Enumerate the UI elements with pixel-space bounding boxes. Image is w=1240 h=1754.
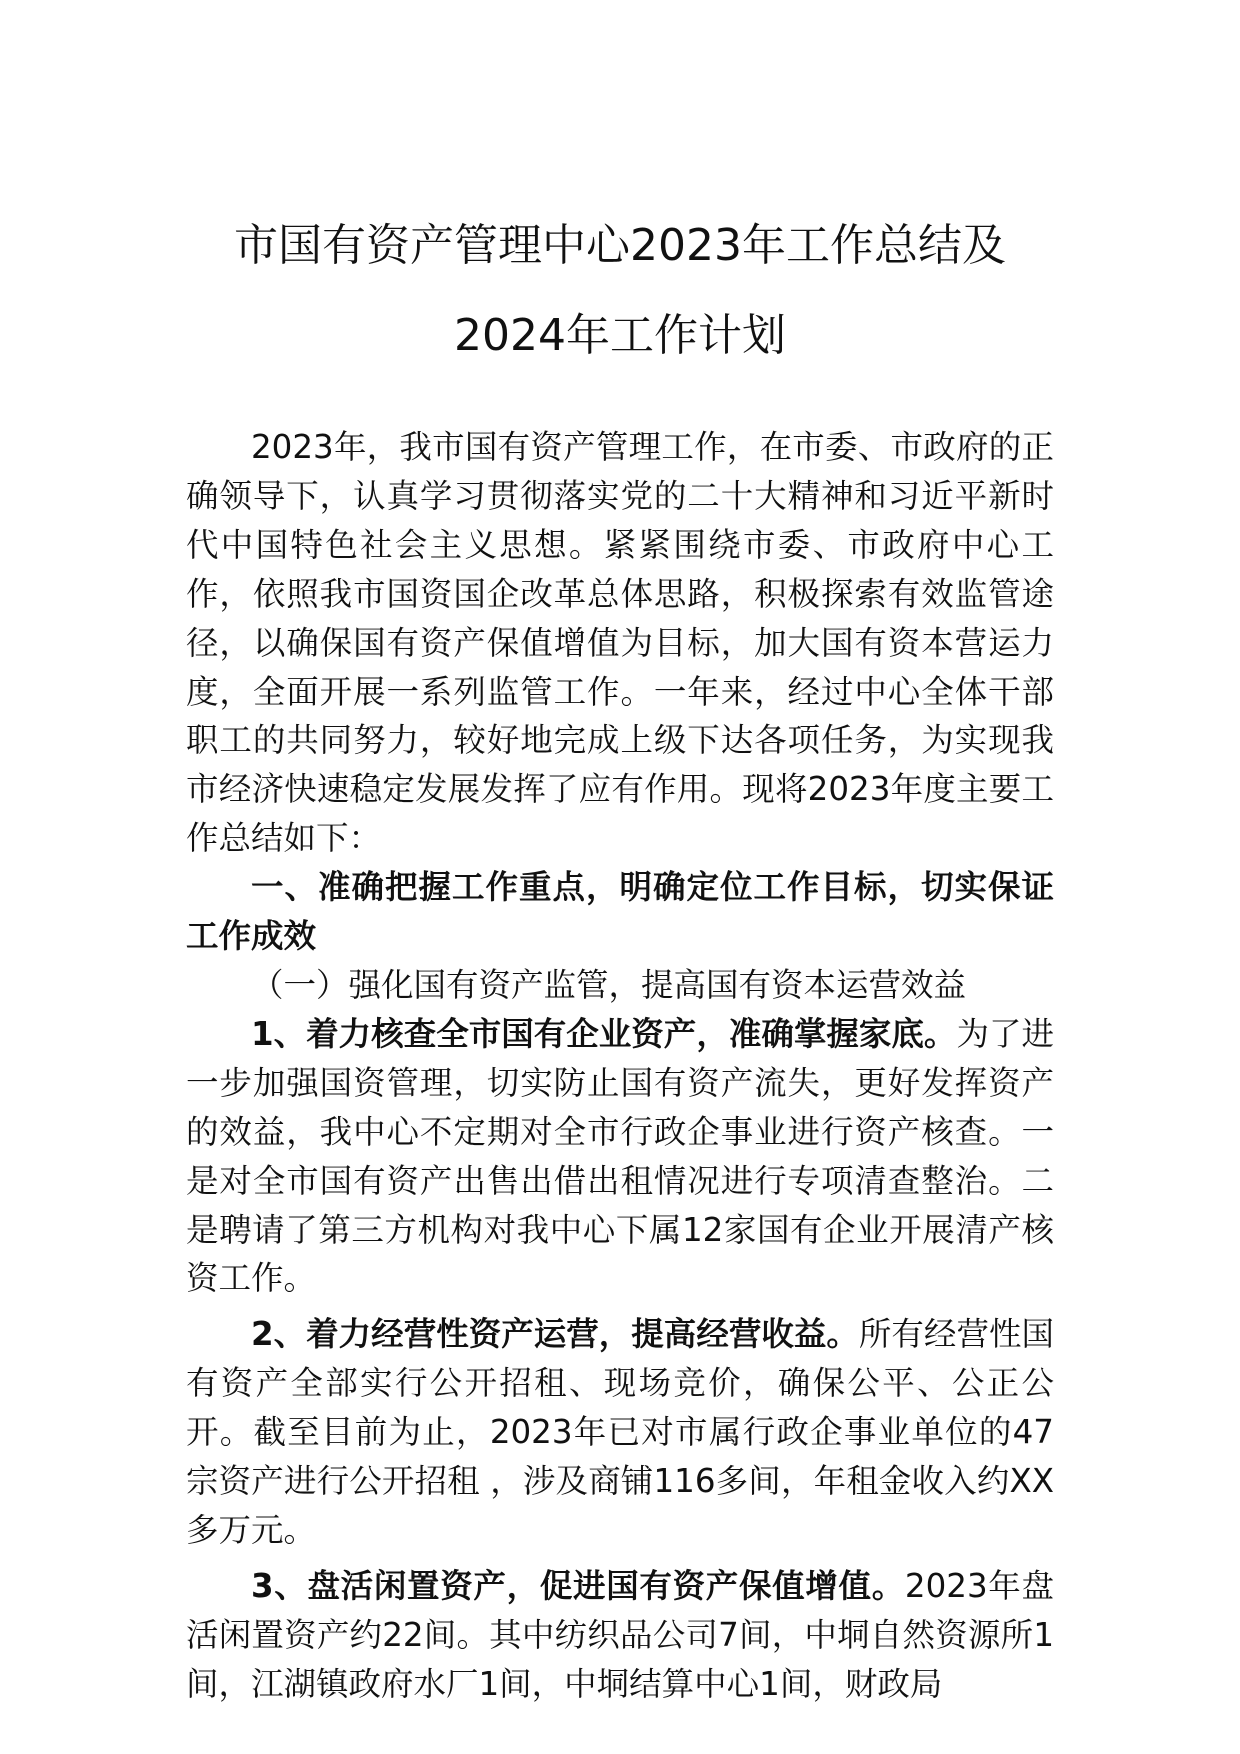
item-3-lead: 3、盘活闲置资产，促进国有资产保值增值。 <box>251 1566 905 1605</box>
intro-paragraph: 2023年，我市国有资产管理工作，在市委、市政府的正确领导下，认真学习贯彻落实党的二十大精神和习近平新时代中国特色社会主义思想。紧紧围绕市委、市政府中心工作，依照我市国资国企改革总体思路，积极探索有效监管途径，以确保国有资产保值增值为目标，加大国有资本营运力度，全面开展一系列监管工作。一年来，经过中心全体干部职工的共同努力，较好地完成上级下达各项任务，为实现我市经济快速稳定发展发挥了应有作用。现将2023年度主要工作总结如下： <box>186 428 1054 858</box>
section-heading-1: 一、准确把握工作重点，明确定位工作目标，切实保证工作成效 <box>186 868 1054 956</box>
subsection-heading-1: （一）强化国有资产监管，提高国有资本运营效益 <box>251 965 967 1004</box>
item-3-text: 2023年盘活闲置资产约22间。其中纺织品公司7间，中垌自然资源所1间，江湖镇政府水厂1间，中垌结算中心1间，财政局 <box>186 1566 1054 1703</box>
item-2-text: 所有经营性国有资产全部实行公开招租、现场竞价，确保公平、公正公开。截至目前为止，2023年已对市属行政企事业单位的47宗资产进行公开招租 ，涉及商铺116多间，年租金收入约XX多万元。 <box>186 1315 1054 1549</box>
item-paragraph-2 <box>186 1310 1054 1555</box>
item-2-lead: 2、着力经营性资产运营，提高经营收益。 <box>251 1315 859 1354</box>
item-1-lead: 1、着力核查全市国有企业资产，准确掌握家底。 <box>251 1014 957 1053</box>
item-paragraph-1 <box>186 1010 1054 1303</box>
item-1-text: 为了进一步加强国资管理，切实防止国有资产流失，更好发挥资产的效益，我中心不定期对全市行政企事业进行资产核查。一是对全市国有资产出售出借出租情况进行专项清查整治。二是聘请了第三方机构对我中心下属12家国有企业开展清产核资工作。 <box>186 1014 1054 1298</box>
document-body <box>186 423 1054 1709</box>
document-title-line-1: 市国有资产管理中心2023年工作总结及 <box>234 220 1006 271</box>
document-title-line-2: 2024年工作计划 <box>454 310 786 361</box>
item-paragraph-3 <box>186 1562 1054 1709</box>
